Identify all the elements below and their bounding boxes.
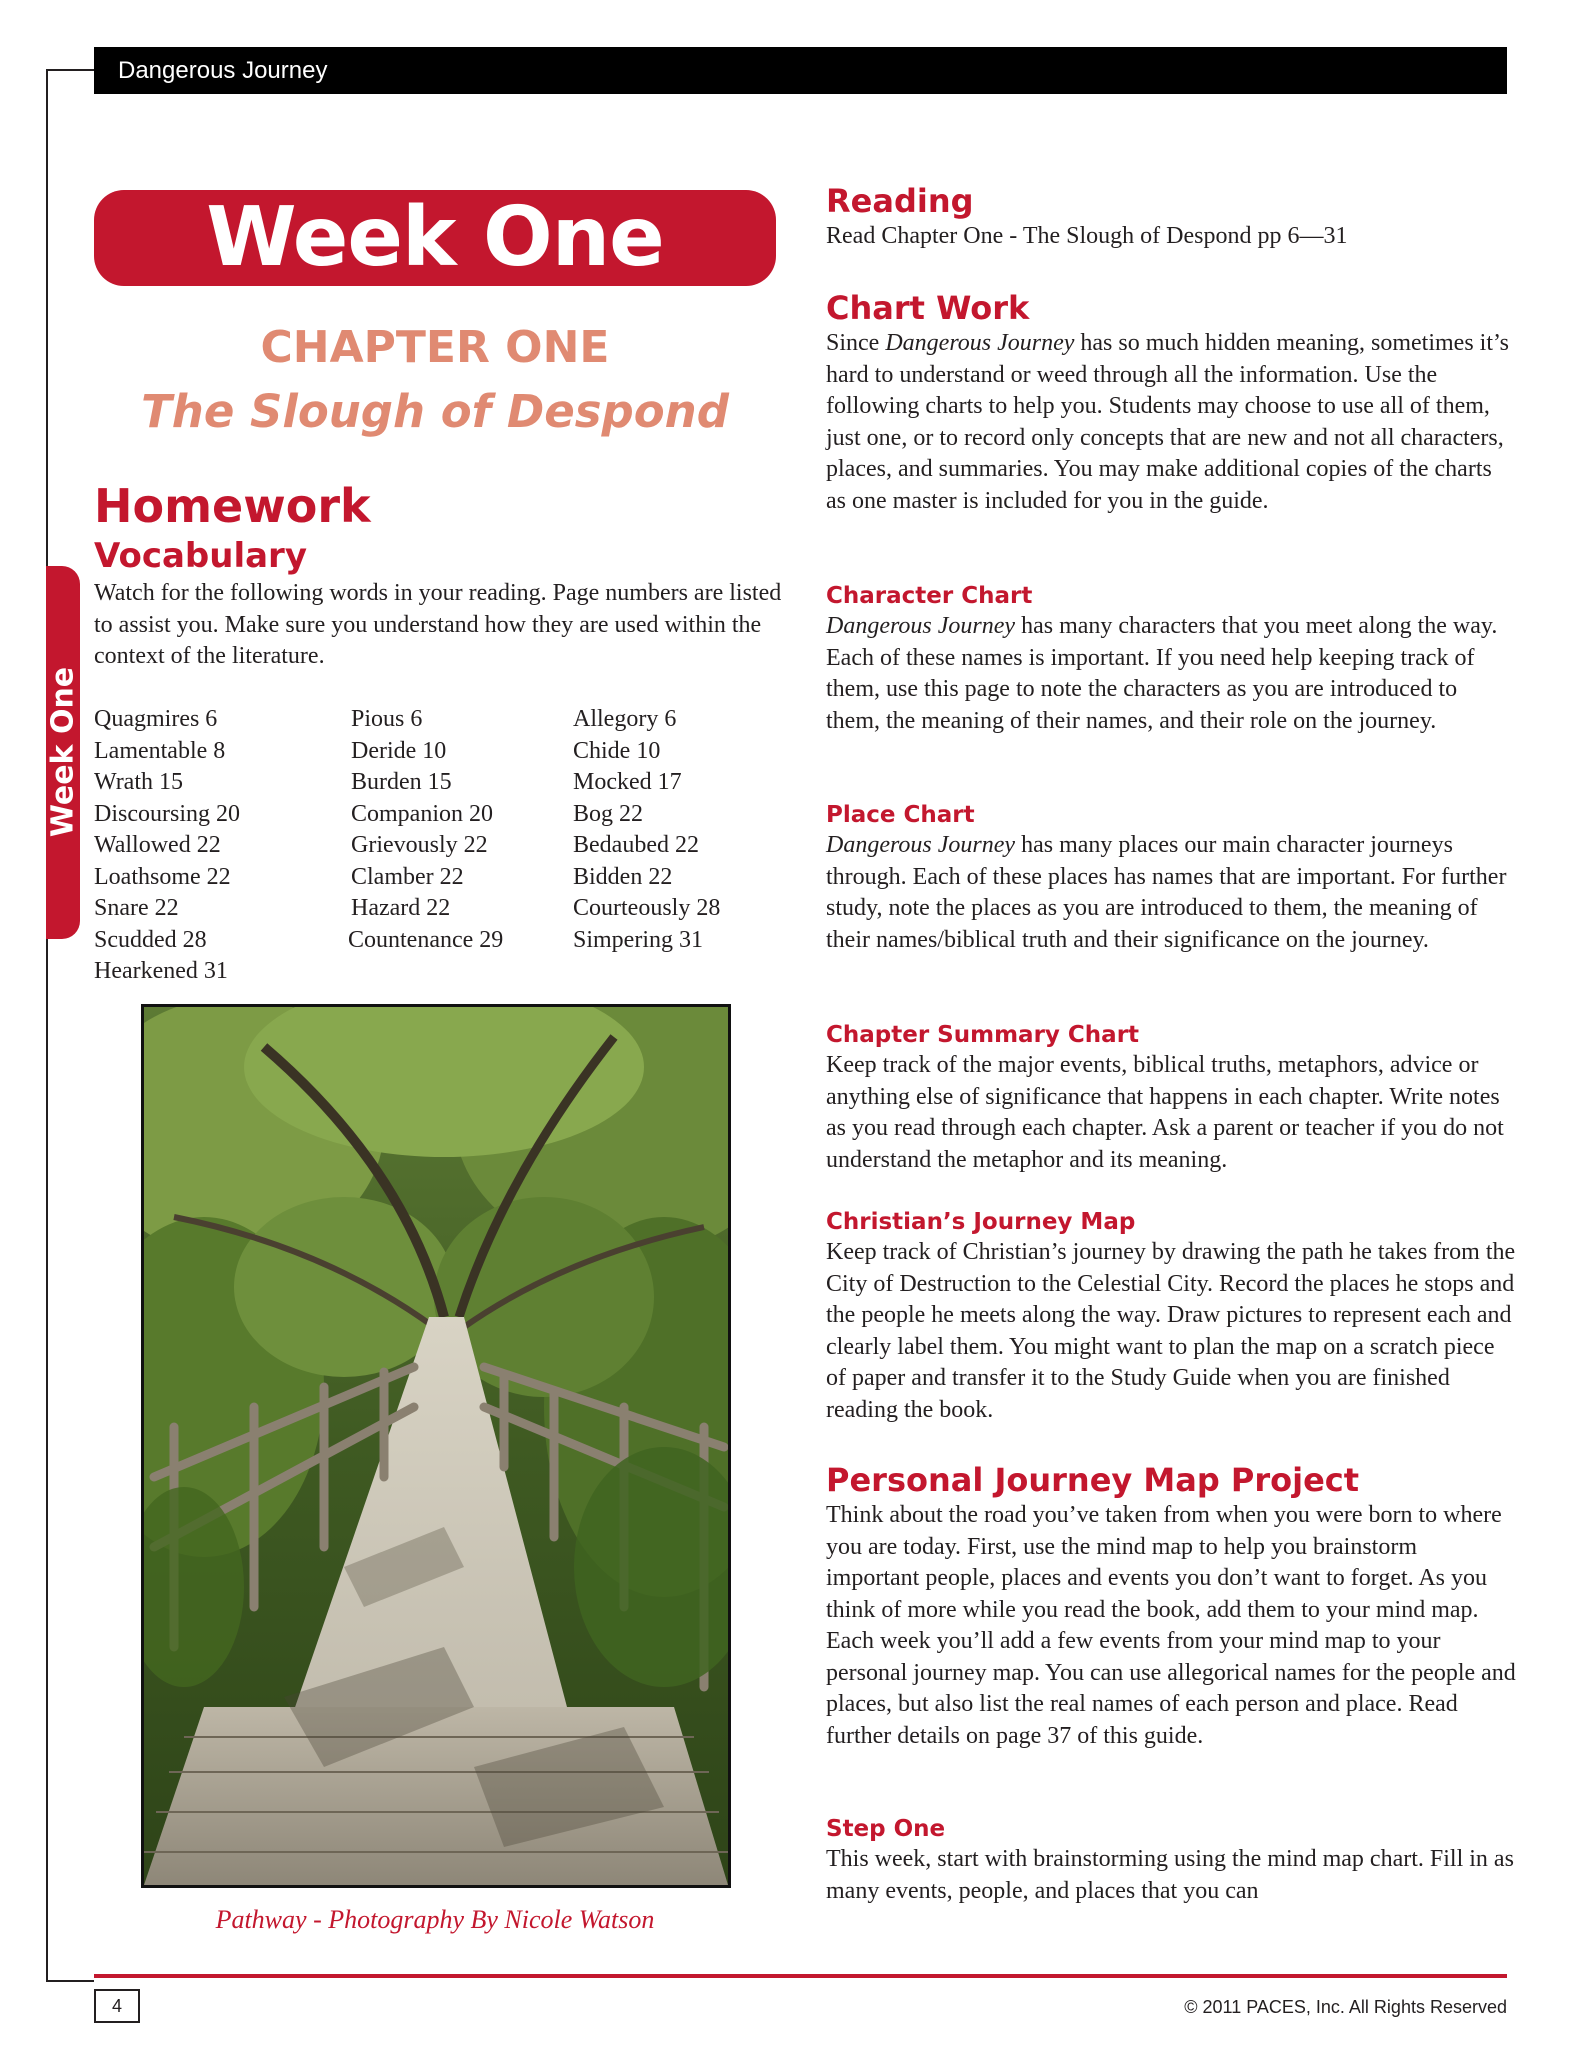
step-one-section bbox=[826, 1814, 1516, 1907]
summary-chart-heading: Chapter Summary Chart bbox=[826, 1022, 1140, 1048]
vocab-word: Quagmires 6 bbox=[94, 706, 218, 732]
vocab-word: Pious 6 bbox=[351, 706, 423, 732]
character-chart-heading: Character Chart bbox=[826, 583, 1033, 609]
homework-heading: Homework bbox=[94, 479, 371, 533]
copyright-notice: © 2011 PACES, Inc. All Rights Reserved bbox=[1184, 1997, 1507, 2017]
character-chart-section bbox=[826, 581, 1516, 737]
vocab-word: Chide 10 bbox=[573, 737, 661, 764]
chart-work-section bbox=[826, 288, 1516, 517]
vocab-word: Countenance 29 bbox=[348, 926, 504, 953]
vocab-word: Companion 20 bbox=[351, 800, 493, 827]
step-one-heading: Step One bbox=[826, 1816, 946, 1842]
journey-map-text: Keep track of Christian’s journey by drawing the path he takes from the City of Destruction to the Celestial City. Record the places he stops and the people he meets along the way. Draw pictures to represent each and clearly label them. You might want to plan the map on a scratch piece of paper and transfer it to the Study Guide when you are finished reading the book. bbox=[826, 1239, 1516, 1423]
vocab-word: Wallowed 22 bbox=[94, 832, 221, 858]
summary-chart-section bbox=[826, 1020, 1516, 1176]
chart-work-text: Since Dangerous Journey has so much hidden meaning, sometimes it’s hard to understand or weed through all the information. Use the following charts to help you. Students may choose to use all of them, just one, or to record only concepts that are new and not all characters, places, and summaries. You may make additional copies of the charts as one master is included for you in the guide. bbox=[826, 330, 1510, 514]
running-header bbox=[94, 47, 1507, 94]
vocab-column-1 bbox=[94, 704, 240, 988]
vocab-word: Courteously 28 bbox=[573, 895, 721, 921]
chapter-label: CHAPTER ONE bbox=[260, 322, 610, 373]
vocab-word: Lamentable 8 bbox=[94, 737, 226, 764]
vocab-word: Burden 15 bbox=[351, 769, 452, 795]
vocabulary-intro: Watch for the following words in your reading. Page numbers are listed to assist you. Make sure you understand how they are used within the context of the literature. bbox=[94, 580, 782, 669]
footer-rule bbox=[94, 1974, 1507, 1978]
photo-caption: Pathway - Photography By Nicole Watson bbox=[215, 1905, 655, 1934]
frame-line-top bbox=[46, 69, 94, 71]
vocab-column-3 bbox=[573, 704, 720, 956]
page-number: 4 bbox=[94, 1989, 140, 2023]
frame-line-left bbox=[46, 69, 48, 1982]
summary-chart-text: Keep track of the major events, biblical truths, metaphors, advice or anything else of significance that happens in each chapter. Write notes as you read through each chapter. Ask a parent or teacher if you do not understand the metaphor and its meaning. bbox=[826, 1052, 1504, 1173]
personal-project-text: Think about the road you’ve taken from when you were born to where you are today. First, use the mind map to help you brainstorm important people, places and events you don’t want to forget. As you think of more while you read the book, add them to your mind map. Each week you’ll add a few events from your mind map to your personal journey map. You can use allegorical names for the people and places, but also list the real names of each person and place. Read further details on page 37 of this guide. bbox=[826, 1502, 1516, 1749]
place-chart-heading: Place Chart bbox=[826, 802, 975, 828]
vocab-column-2 bbox=[348, 704, 504, 956]
reading-section bbox=[826, 181, 1516, 253]
chapter-title: The Slough of Despond bbox=[141, 385, 729, 438]
place-chart-section bbox=[826, 800, 1516, 956]
chart-work-heading: Chart Work bbox=[826, 289, 1030, 327]
pathway-photo bbox=[141, 1004, 731, 1888]
vocab-word: Wrath 15 bbox=[94, 769, 184, 795]
running-header-title: Dangerous Journey bbox=[118, 57, 328, 84]
vocab-word: Bedaubed 22 bbox=[573, 832, 699, 858]
vocab-word: Mocked 17 bbox=[573, 769, 682, 795]
journey-map-section bbox=[826, 1207, 1516, 1426]
vocab-word: Discoursing 20 bbox=[94, 800, 240, 827]
place-chart-text: Dangerous Journey has many places our main character journeys through. Each of these places has names that are important. For further study, note the places as you are introduced to them, the meaning of their names/biblical truth and their significance on the journey. bbox=[826, 832, 1507, 953]
vocab-word: Hearkened 31 bbox=[94, 958, 228, 984]
journey-map-heading: Christian’s Journey Map bbox=[826, 1209, 1136, 1235]
vocab-word: Simpering 31 bbox=[573, 926, 703, 953]
vocab-word: Bidden 22 bbox=[573, 863, 673, 890]
reading-text: Read Chapter One - The Slough of Despond pp 6—31 bbox=[826, 223, 1348, 249]
side-tab-label: Week One bbox=[45, 666, 81, 838]
pathway-photo-illustration bbox=[144, 1007, 728, 1885]
character-chart-text: Dangerous Journey has many characters that you meet along the way. Each of these names is important. If you need help keeping track of them, use this page to note the characters as you are introduced to them, the meaning of their names, and their role on the journey. bbox=[826, 613, 1498, 734]
vocab-word: Loathsome 22 bbox=[94, 863, 231, 890]
vocab-word: Clamber 22 bbox=[351, 863, 464, 890]
personal-project-heading: Personal Journey Map Project bbox=[826, 1461, 1360, 1499]
vocab-word: Deride 10 bbox=[351, 737, 447, 764]
vocab-word: Allegory 6 bbox=[573, 706, 677, 732]
vocab-word: Snare 22 bbox=[94, 895, 179, 921]
vocab-word: Scudded 28 bbox=[94, 926, 207, 953]
step-one-text: This week, start with brainstorming using the mind map chart. Fill in as many events, people, and places that you can bbox=[826, 1846, 1514, 1904]
vocab-word: Bog 22 bbox=[573, 800, 644, 827]
frame-line-bottom bbox=[46, 1980, 94, 1982]
vocabulary-heading: Vocabulary bbox=[94, 536, 307, 576]
week-badge: Week One bbox=[94, 190, 776, 286]
vocab-word: Grievously 22 bbox=[351, 832, 488, 858]
reading-heading: Reading bbox=[826, 182, 974, 220]
vocab-word: Hazard 22 bbox=[351, 895, 451, 921]
personal-project-section bbox=[826, 1460, 1516, 1752]
